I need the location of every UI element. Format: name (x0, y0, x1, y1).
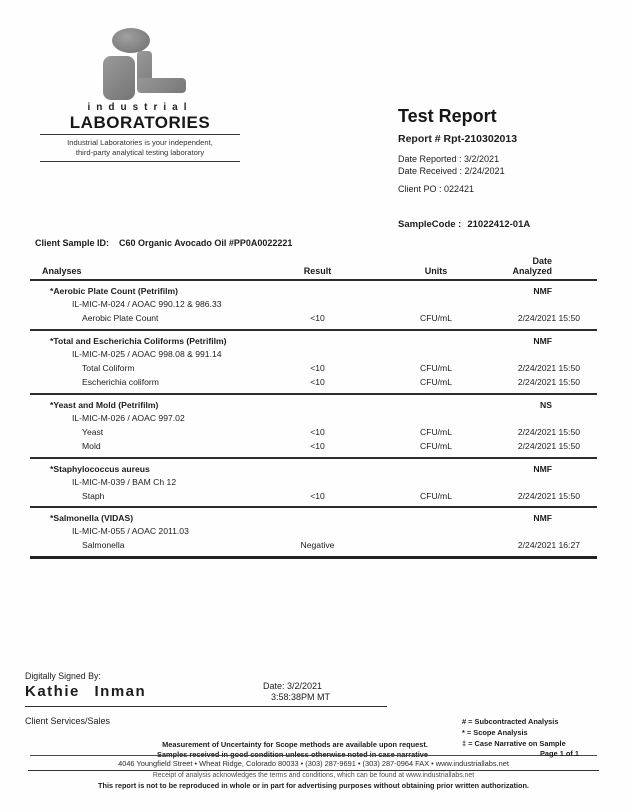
result-value: <10 (310, 362, 325, 373)
section-title: *Salmonella (VIDAS) (50, 513, 134, 523)
signature-rule (25, 706, 387, 707)
brand-tagline (40, 135, 240, 162)
section-flag: NS (540, 399, 552, 410)
lab-logo (40, 28, 240, 162)
column-header-date-analyzed: Date Analyzed (512, 256, 552, 276)
date-analyzed-value: 2/24/2021 15:50 (517, 313, 580, 323)
analyte-name: Total Coliform (82, 362, 135, 373)
units-value: CFU/mL (420, 362, 452, 373)
legend-scope: * = Scope Analysis (462, 728, 528, 737)
table-section-coliforms (30, 331, 597, 395)
table-row (30, 425, 597, 440)
analyte-name: Aerobic Plate Count (82, 313, 159, 323)
table-row (30, 489, 597, 504)
reproduction-note: This report is not to be reproduced in whole or in part for advertising purposes without obtaining prior written authorization. (98, 781, 529, 790)
sample-code-value: 21022412-01A (467, 219, 531, 230)
method-reference: IL-MIC-M-025 / AOAC 998.08 & 991.14 (72, 348, 222, 359)
table-section-yeast-mold (30, 395, 597, 459)
date-analyzed-value: 2/24/2021 15:50 (517, 490, 580, 501)
footnote-legend (462, 716, 566, 749)
analyses-table (30, 256, 597, 559)
table-section-staphylococcus (30, 459, 597, 509)
result-value: Negative (300, 540, 335, 550)
result-value: <10 (310, 377, 325, 387)
legend-subcontracted: # = Subcontracted Analysis (462, 717, 559, 726)
column-header-result: Result (303, 266, 332, 276)
analyte-name: Staph (82, 490, 105, 501)
date-analyzed-value: 2/24/2021 15:50 (517, 441, 580, 451)
date-reported: Date Reported : 3/2/2021 (398, 154, 500, 164)
sample-code-label: SampleCode : (398, 219, 462, 230)
client-sample-id-label: Client Sample ID: (35, 238, 110, 248)
date-analyzed-value: 2/24/2021 15:50 (517, 426, 580, 437)
tagline-line1: Industrial Laboratories is your independent, (67, 138, 213, 147)
client-po: Client PO : 022421 (398, 184, 475, 194)
column-header-analyses: Analyses (42, 266, 82, 276)
receipt-note: Receipt of analysis acknowledges the terms and conditions, which can be found at www.industriallabs.net (152, 772, 475, 779)
section-title: *Yeast and Mold (Petrifilm) (50, 399, 159, 410)
condition-note: Samples received in good condition unless otherwise noted in case narrative (156, 750, 429, 759)
section-title: *Total and Escherichia Coliforms (Petrifilm) (50, 335, 227, 346)
analyte-name: Mold (82, 441, 101, 451)
result-value: <10 (310, 313, 325, 323)
result-value: <10 (310, 441, 325, 451)
section-title: *Staphylococcus aureus (50, 463, 150, 474)
table-section-salmonella (30, 508, 597, 559)
method-reference: IL-MIC-M-055 / AOAC 2011.03 (72, 526, 189, 536)
tagline-line2: third-party analytical testing laboratory (75, 147, 205, 157)
method-reference: IL-MIC-M-039 / BAM Ch 12 (72, 476, 177, 487)
units-value: CFU/mL (420, 426, 452, 437)
section-flag: NMF (533, 513, 552, 523)
analyte-name: Yeast (82, 426, 104, 437)
brand-name-laboratories: LABORATORIES (40, 113, 240, 135)
units-value: CFU/mL (420, 441, 452, 451)
footer-rule (28, 770, 599, 771)
date-received: Date Received : 2/24/2021 (398, 165, 505, 176)
units-value: CFU/mL (420, 313, 452, 323)
client-sample-id (35, 238, 292, 248)
date-analyzed-value: 2/24/2021 15:50 (517, 362, 580, 373)
result-value: <10 (310, 490, 325, 501)
method-reference: IL-MIC-M-024 / AOAC 990.12 & 986.33 (72, 299, 222, 309)
table-row (30, 311, 597, 326)
uncertainty-note: Measurement of Uncertainty for Scope methods are available upon request. (162, 740, 428, 749)
table-header-row (30, 256, 597, 281)
section-flag: NMF (533, 286, 552, 296)
brand-name-industrial: industrial (87, 102, 193, 113)
analyte-name: Salmonella (82, 540, 125, 550)
signature-name: Kathie Inman (25, 683, 147, 700)
report-header (398, 106, 608, 194)
signature-label: Digitally Signed By: (25, 671, 101, 681)
table-row (30, 538, 597, 553)
table-row (30, 375, 597, 390)
date-analyzed-value: 2/24/2021 15:50 (517, 377, 580, 387)
footer-strike-rule (30, 755, 597, 756)
signature-time: 3:58:38PM MT (271, 692, 331, 702)
result-value: <10 (310, 426, 325, 437)
report-number: Report # Rpt-210302013 (398, 133, 518, 145)
section-flag: NMF (533, 463, 552, 474)
page-number: Page 1 of 1 (540, 749, 580, 758)
client-sample-id-value: C60 Organic Avocado Oil #PP0A0022221 (119, 238, 293, 248)
industrial-laboratories-logo-icon (94, 28, 186, 100)
section-title: *Aerobic Plate Count (Petrifilm) (50, 286, 178, 296)
column-header-units: Units (424, 266, 448, 276)
date-analyzed-value: 2/24/2021 16:27 (517, 540, 580, 550)
method-reference: IL-MIC-M-026 / AOAC 997.02 (72, 412, 185, 423)
report-dates (398, 154, 608, 177)
signer-role: Client Services/Sales (25, 716, 111, 726)
analyte-name: Escherichia coliform (82, 377, 159, 387)
sample-code (398, 219, 530, 230)
signature-date: Date: 3/2/2021 (263, 681, 323, 691)
report-title: Test Report (398, 106, 497, 126)
table-row (30, 361, 597, 376)
units-value: CFU/mL (420, 490, 452, 501)
section-flag: NMF (533, 335, 552, 346)
table-row (30, 439, 597, 454)
units-value: CFU/mL (420, 377, 452, 387)
lab-address: 4046 Youngfield Street • Wheat Ridge, Colorado 80033 • (303) 287-9691 • (303) 287-0964 FAX • www.industriallabs.net (118, 759, 509, 768)
table-section-aerobic-plate-count (30, 281, 597, 331)
legend-case-narrative: ‡ = Case Narrative on Sample (462, 739, 566, 748)
